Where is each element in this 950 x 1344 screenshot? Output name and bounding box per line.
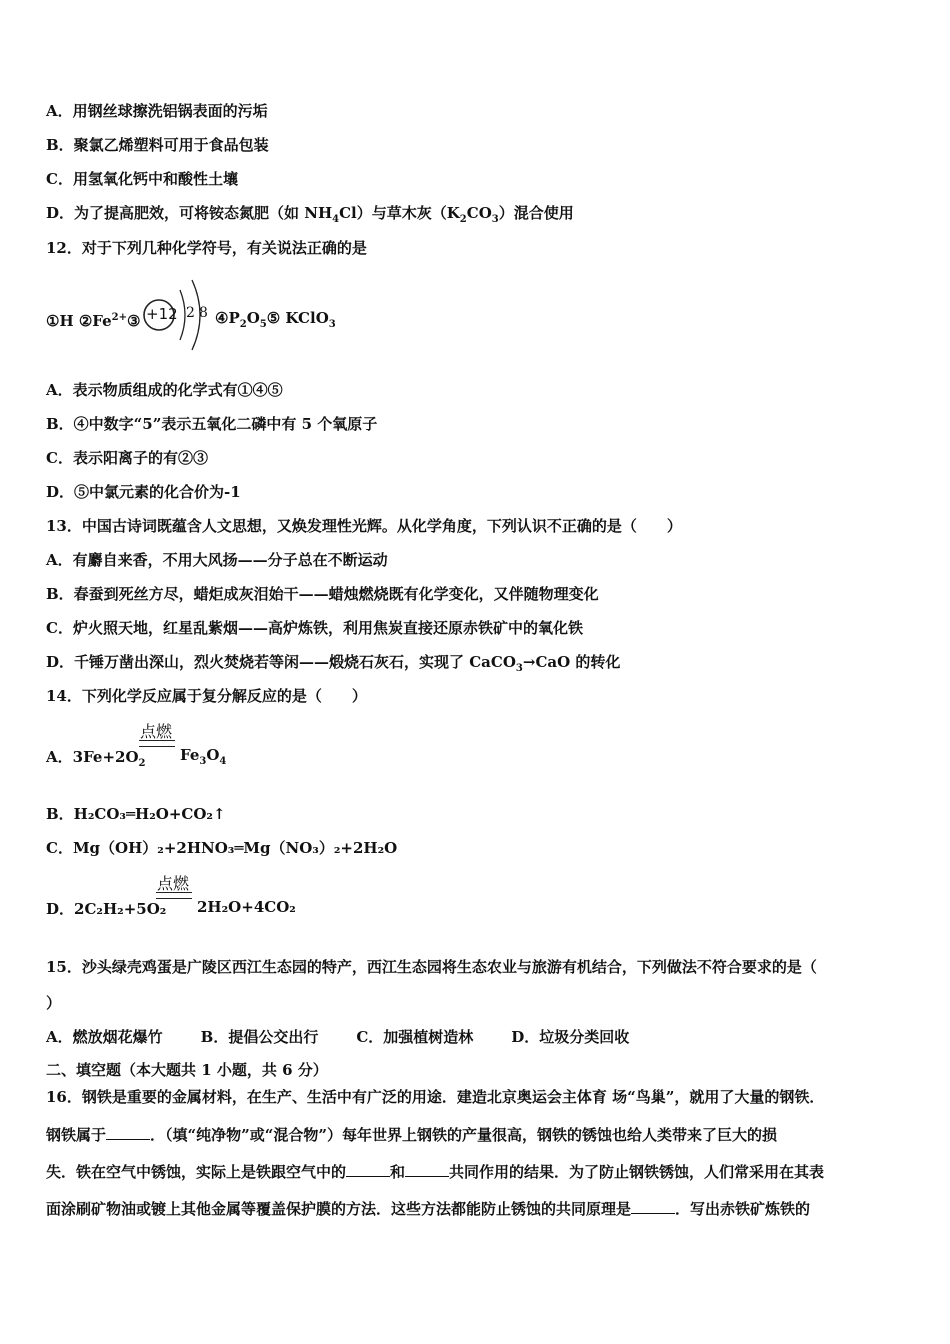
q16-line-4 xyxy=(46,1199,810,1219)
q12-option-c: C．表示阳离子的有②③ xyxy=(46,449,208,467)
q11-option-c: C．用氢氧化钙中和酸性土壤 xyxy=(46,170,238,188)
q13-stem: 13．中国古诗词既蕴含人文思想，又焕发理性光辉。从化学角度，下列认识不正确的是（ ） xyxy=(46,517,682,535)
q13-option-c: C．炉火照天地，红星乱紫烟——高炉炼铁，利用焦炭直接还原赤铁矿中的氧化铁 xyxy=(46,619,583,637)
q14-option-b: B．H₂CO₃═H₂O+CO₂↑ xyxy=(46,805,226,823)
q13-d-post: →CaO 的转化 xyxy=(522,653,621,671)
q15-option-a: A．燃放烟花爆竹 xyxy=(46,1028,163,1046)
answer-blank-2[interactable] xyxy=(346,1162,390,1177)
q16-l3a: 失．铁在空气中锈蚀，实际上是铁跟空气中的 xyxy=(46,1163,347,1181)
q14-a-equals-sign xyxy=(139,740,175,747)
q11-option-b: B．聚氯乙烯塑料可用于食品包装 xyxy=(46,136,269,154)
q13-option-d: D．千锤万凿出深山，烈火焚烧若等闲——煅烧石灰石，实现了 CaCO$_3$→CaO 的转化 xyxy=(46,653,621,674)
section-2-heading: 二、填空题（本大题共 1 小题，共 6 分） xyxy=(46,1061,328,1079)
shell-1-electrons: 2 xyxy=(186,305,195,321)
shell-2-electrons: 8 xyxy=(199,305,208,321)
q16-l4a: 面涂刷矿物油或镀上其他金属等覆盖保护膜的方法．这些方法都能防止锈蚀的共同原理是 xyxy=(46,1200,632,1218)
q15-stem-end: ） xyxy=(46,994,62,1012)
q12-option-d: D．⑤中氯元素的化合价为-1 xyxy=(46,483,241,501)
q16-l2a: 钢铁属于 xyxy=(46,1126,107,1144)
q14-option-d-left: D．2C₂H₂+5O₂ xyxy=(46,900,167,918)
q15-option-c: C．加强植树造林 xyxy=(356,1028,474,1046)
q15-option-d: D．垃圾分类回收 xyxy=(511,1028,630,1046)
q13-d-pre: D．千锤万凿出深山，烈火焚烧若等闲——煅烧石灰石，实现了 CaCO xyxy=(46,653,516,671)
q16-l2b: ．（填“纯净物”或“混合物”）每年世界上钢铁的产量很高，钢铁的锈蚀也给人类带来了巨大的损 xyxy=(150,1126,778,1144)
q16-l3b: 和 xyxy=(390,1163,406,1181)
nucleus-charge: +12 xyxy=(146,305,178,323)
q14-a-condition: 点燃 xyxy=(140,722,173,741)
q15-stem: 15．沙头绿壳鸡蛋是广陵区西江生态园的特产，西江生态园将生态农业与旅游有机结合，下列做法不符合要求的是（ xyxy=(46,958,817,976)
q11-option-d: D．为了提高肥效，可将铵态氮肥（如 $NH_4Cl$）与草木灰$(K_2CO_3)$混合使用 xyxy=(46,204,574,225)
q11-d-pre: D．为了提高肥效，可将铵态氮肥（如 NH xyxy=(46,204,333,222)
q12-sym-4: ④P xyxy=(215,309,240,327)
answer-blank-3[interactable] xyxy=(405,1162,449,1177)
q12-stem: 12．对于下列几种化学符号，有关说法正确的是 xyxy=(46,239,367,257)
q14-option-c: C．Mg（OH）₂+2HNO₃═Mg（NO₃）₂+2H₂O xyxy=(46,839,398,857)
fe-charge: 2+ xyxy=(111,312,128,323)
q12-sym-1-2: ①H ②Fe xyxy=(46,312,112,330)
q12-symbols xyxy=(46,308,140,331)
q12-sym-5: ⑤ KClO xyxy=(266,309,329,327)
q12-symbols-rest: $④P_2O_5⑤$ KClO$_3$ xyxy=(215,309,336,330)
q12-option-a: A．表示物质组成的化学式有①④⑤ xyxy=(46,381,283,399)
q14-option-a-left: A．$3Fe+2O_2$ xyxy=(46,748,146,769)
q12-option-b: B．④中数字“5”表示五氧化二磷中有 5 个氧原子 xyxy=(46,415,378,433)
q13-option-a: A．有麝自来香，不用大风扬——分子总在不断运动 xyxy=(46,551,388,569)
q16-line-3 xyxy=(46,1162,824,1182)
q16-line-2 xyxy=(46,1125,777,1145)
q14-option-a-right: $Fe_3O_4$ xyxy=(180,746,227,767)
q15-option-b: B．提倡公交出行 xyxy=(200,1028,319,1046)
q13-option-b: B．春蚕到死丝方尽，蜡炬成灰泪始干——蜡烛燃烧既有化学变化，又伴随物理变化 xyxy=(46,585,599,603)
answer-blank-1[interactable] xyxy=(106,1125,150,1140)
q14-d-condition: 点燃 xyxy=(157,874,190,893)
q11-d-mid1: Cl）与草木灰（K xyxy=(339,204,460,222)
q14-option-d-right: 2H₂O+4CO₂ xyxy=(197,898,296,916)
q14-stem: 14．下列化学反应属于复分解反应的是（ ） xyxy=(46,687,367,705)
q16-l3c: 共同作用的结果．为了防止钢铁锈蚀，人们常采用在其表 xyxy=(449,1163,825,1181)
q11-d-mid2: CO xyxy=(466,204,492,222)
q14-d-equals-sign xyxy=(156,892,192,899)
q14-a-right-text: Fe xyxy=(180,746,200,764)
q11-d-post: ）混合使用 xyxy=(498,204,574,222)
q12-sym-3: ③ xyxy=(127,312,141,330)
q14-a-left-text: A．3Fe+2O xyxy=(46,748,139,766)
q15-options xyxy=(46,1027,667,1047)
q11-option-a: A．用钢丝球擦洗铝锅表面的污垢 xyxy=(46,102,268,120)
answer-blank-4[interactable] xyxy=(631,1199,675,1214)
q16-l4b: ．写出赤铁矿炼铁的 xyxy=(675,1200,811,1218)
q16-line-1: 16．钢铁是重要的金属材料，在生产、生活中有广泛的用途．建造北京奥运会主体育 场“鸟巢”，就用了大量的钢铁． xyxy=(46,1088,825,1106)
